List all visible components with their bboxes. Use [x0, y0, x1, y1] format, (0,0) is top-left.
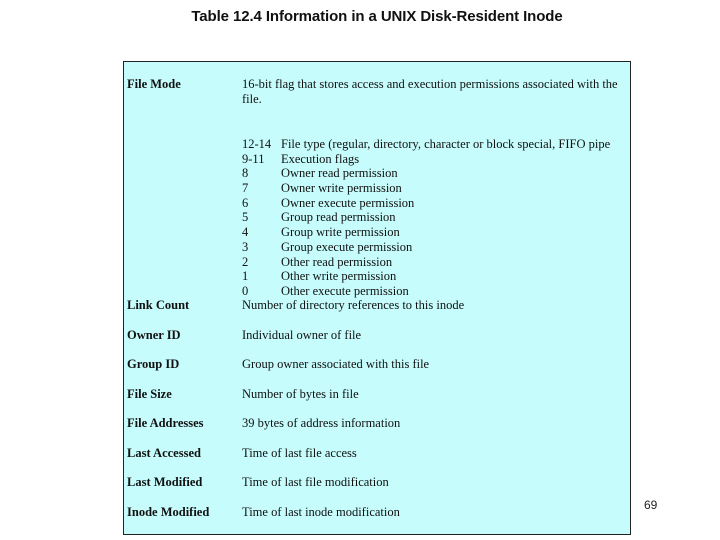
- bit-number: 2: [242, 254, 249, 269]
- row-label: Last Modified: [127, 475, 203, 489]
- bit-description: Other write permission: [281, 269, 397, 284]
- row-value: Time of last inode modification: [242, 505, 400, 519]
- row-label: File Size: [127, 387, 172, 401]
- bit-description: Owner read permission: [281, 166, 398, 181]
- row-value: Group owner associated with this file: [242, 357, 430, 371]
- bit-description: Owner write permission: [281, 181, 402, 196]
- row-label: Last Accessed: [127, 446, 201, 460]
- bit-item: [242, 210, 626, 225]
- bit-number: 6: [242, 195, 249, 210]
- bit-item: [242, 137, 626, 152]
- bit-number: 5: [242, 210, 249, 225]
- row-value: Time of last file modification: [242, 475, 389, 489]
- bit-number: 8: [242, 166, 249, 181]
- bit-item: [242, 152, 626, 167]
- row-value: Individual owner of file: [242, 328, 362, 342]
- bit-description: Owner execute permission: [281, 195, 415, 210]
- table-title: Table 12.4 Information in a UNIX Disk-Resident Inode: [191, 8, 563, 25]
- bit-item: [242, 181, 626, 196]
- bit-item: [242, 240, 626, 255]
- bit-description: Other read permission: [281, 254, 393, 269]
- bit-list: [242, 137, 626, 299]
- bit-number: 4: [242, 225, 249, 240]
- bit-number: 12-14: [242, 137, 272, 151]
- row-label: File Addresses: [127, 416, 204, 430]
- row-value: Number of bytes in file: [242, 387, 359, 401]
- bit-item: [242, 255, 626, 270]
- row-label: Owner ID: [127, 328, 181, 342]
- bit-item: [242, 166, 626, 181]
- bit-number: 3: [242, 239, 249, 254]
- bit-description: Group read permission: [281, 210, 396, 225]
- bit-description: Group execute permission: [281, 239, 413, 254]
- bit-item: [242, 269, 626, 284]
- bit-number: 9-11: [242, 151, 265, 166]
- bit-item: [242, 225, 626, 240]
- row-value: Number of directory references to this inode: [242, 298, 465, 312]
- row-value: Time of last file access: [242, 446, 357, 460]
- bit-item: [242, 284, 626, 299]
- page-number: 69: [644, 498, 658, 512]
- bit-number: 1: [242, 269, 249, 284]
- bit-description: Group write permission: [281, 225, 400, 240]
- bit-number: 0: [242, 283, 249, 298]
- row-label: Link Count: [127, 298, 190, 312]
- row-value: 16-bit flag that stores access and execution permissions associated with the file.: [242, 77, 618, 106]
- bit-description: File type (regular, directory, character or block special, FIFO pipe: [281, 137, 611, 151]
- bit-description: Other execute permission: [281, 283, 409, 298]
- bit-item: [242, 196, 626, 211]
- row-label: Inode Modified: [127, 505, 210, 519]
- row-value: 39 bytes of address information: [242, 416, 401, 430]
- row-label: Group ID: [127, 357, 180, 371]
- bit-number: 7: [242, 181, 249, 196]
- bit-description: Execution flags: [281, 151, 360, 166]
- inode-info-table: [123, 61, 631, 535]
- row-label: File Mode: [127, 77, 181, 91]
